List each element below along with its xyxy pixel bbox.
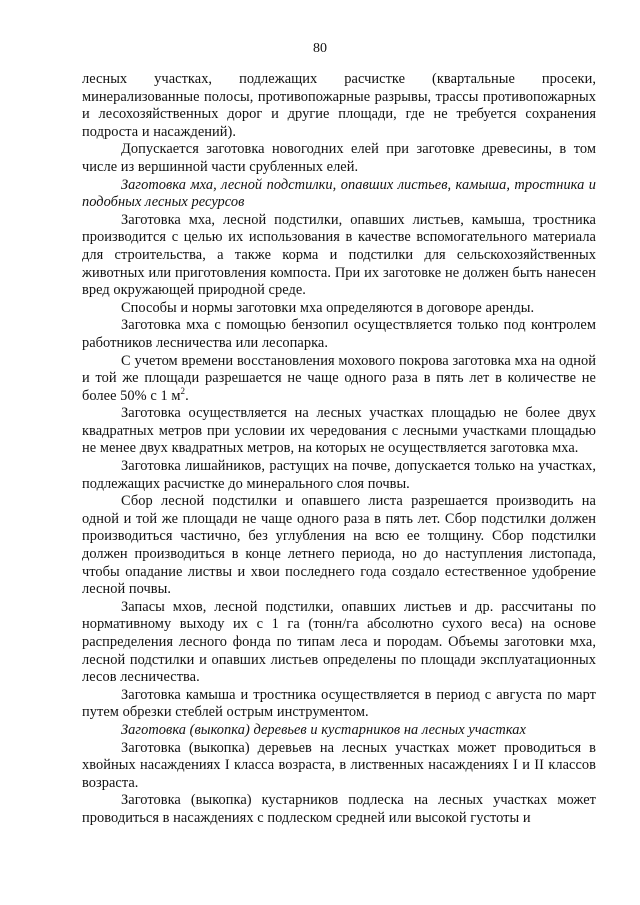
paragraph: Запасы мхов, лесной подстилки, опавших листьев и др. рассчитаны по нормативному выходу их с 1 га (тонн/га абсолютно сухого веса) на основе распределения лесного фонда по типам леса и породам. Объемы заготовки мха, лесной подстилки и опавших листьев определены по площади эксплуатационных лесов лесничества. (82, 598, 596, 686)
paragraph: лесных участках, подлежащих расчистке (квартальные просеки, минерализованные полосы, противопожарные разрывы, трассы противопожарных и лесохозяйственных дорог и другие площади, где не требуется сохранения подроста и насаждений). (82, 71, 596, 140)
paragraph: Заготовка мха, лесной подстилки, опавших листьев, камыша, тростника производится с целью их использования в качестве вспомогательного материала для строительства, а также корма и подстилки для сельскохозяйственных животных или приготовления компоста. При их заготовке не должен быть нанесен вред окружающей природной среде. (82, 211, 596, 299)
paragraph: Заготовка осуществляется на лесных участках площадью не более двух квадратных метров при условии их чередования с лесными участками площадью не менее двух квадратных метров, на которых не осуществляется заготовка мха. (82, 405, 596, 457)
paragraph: Заготовка камыша и тростника осуществляется в период с августа по март путем обрезки стеблей острым инструментом. (82, 686, 596, 721)
page-number: 80 (313, 41, 327, 56)
paragraph: Заготовка (выкопка) деревьев на лесных участках может проводиться в хвойных насаждениях I класса возраста, в лиственных насаждениях I и II классов возраста. (82, 739, 596, 791)
section-heading: Заготовка (выкопка) деревьев и кустарников на лесных участках (121, 721, 526, 738)
paragraph: Заготовка лишайников, растущих на почве, допускается только на участках, подлежащих расчистке до минерального слоя почвы. (82, 458, 596, 492)
paragraph: Сбор лесной подстилки и опавшего листа разрешается производить на одной и той же площади не чаще одного раза в пять лет. Сбор подстилки должен производиться частично, без углубления на всю ее толщину. Сбор подстилки должен производиться в конце летнего периода, но до наступления листопада, чтобы опадание листвы и хвои последнего года создало естественное удобрение лесной почвы. (82, 493, 596, 598)
superscript: 2 (180, 385, 186, 396)
paragraph: Заготовка (выкопка) кустарников подлеска на лесных участках может проводиться в насаждениях с подлеском средней или высокой густоты и (82, 792, 596, 826)
document-body (82, 71, 596, 828)
paragraph: С учетом времени восстановления мохового покрова заготовка мха на одной и той же площади разрешается не чаще одного раза в пять лет в количестве не более 50% с 1 $м^2$. (82, 352, 596, 404)
paragraph: Допускается заготовка новогодних елей при заготовке древесины, в том числе из вершинной части срубленных елей. (82, 141, 596, 175)
section-heading: Заготовка мха, лесной подстилки, опавших листьев, камыша, тростника и подобных лесных ресурсов (82, 176, 596, 211)
paragraph: Заготовка мха с помощью бензопил осуществляется только под контролем работников лесничества или лесопарка. (82, 317, 596, 351)
paragraph: Способы и нормы заготовки мха определяются в договоре аренды. (121, 299, 535, 316)
